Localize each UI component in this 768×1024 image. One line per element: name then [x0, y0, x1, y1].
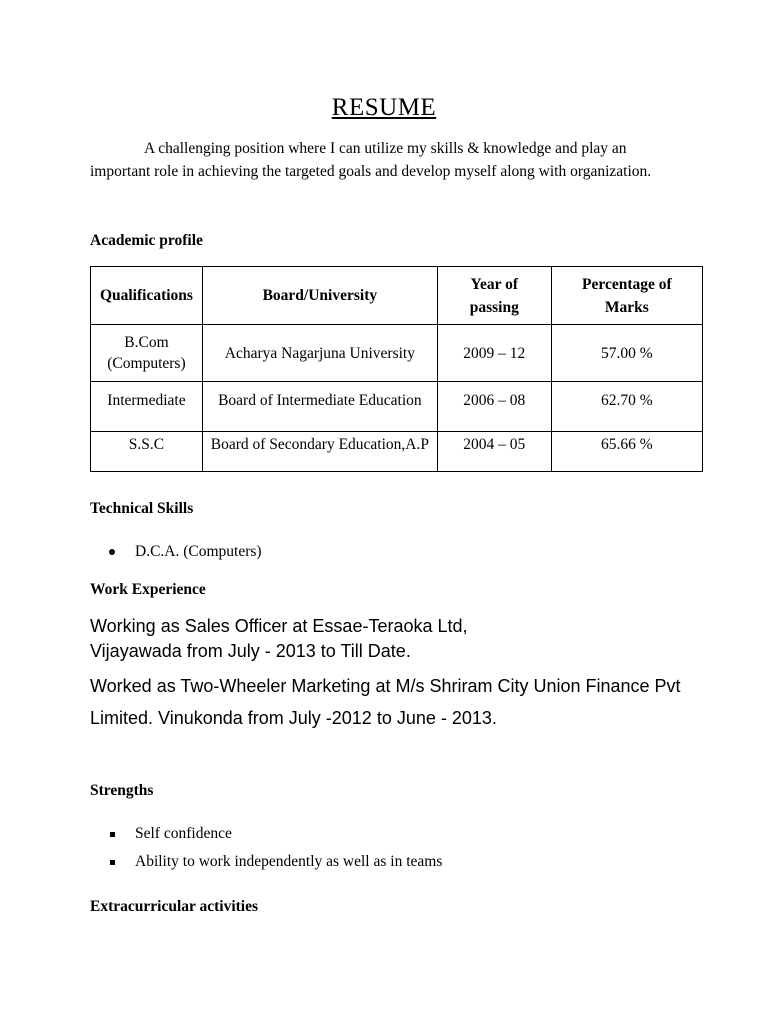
cell-year: 2006 – 08	[437, 382, 551, 432]
technical-skills-heading: Technical Skills	[90, 500, 194, 517]
work-line-1b: Vijayawada from July - 2013 to Till Date.	[90, 641, 411, 661]
header-board-university: Board/University	[202, 267, 437, 325]
list-item	[107, 853, 442, 871]
page-title: RESUME	[331, 94, 437, 121]
extracurricular-heading: Extracurricular activities	[90, 898, 259, 915]
table-row	[91, 382, 703, 432]
objective-paragraph	[90, 137, 670, 183]
skill-text: D.C.A. (Computers)	[135, 543, 262, 560]
cell-percentage: 65.66 %	[551, 432, 702, 472]
cell-qualification: Intermediate	[91, 382, 203, 432]
cell-year: 2004 – 05	[437, 432, 551, 472]
bullet-icon	[109, 549, 115, 555]
strengths-heading: Strengths	[90, 782, 154, 799]
header-percentage-of-marks: Percentage of Marks	[551, 267, 702, 325]
cell-board: Board of Intermediate Education	[202, 382, 437, 432]
cell-percentage: 57.00 %	[551, 325, 702, 382]
cell-qualification: B.Com (Computers)	[91, 325, 203, 382]
header-qualifications: Qualifications	[91, 267, 203, 325]
header-year-of-passing: Year of passing	[437, 267, 551, 325]
cell-year: 2009 – 12	[437, 325, 551, 382]
strength-text: Self confidence	[135, 825, 232, 842]
technical-skills-list	[107, 543, 262, 561]
strength-text: Ability to work independently as well as in teams	[135, 853, 443, 870]
bullet-icon	[110, 832, 115, 837]
cell-board: Acharya Nagarjuna University	[202, 325, 437, 382]
work-line-2a: Worked as Two-Wheeler Marketing at M/s Shriram City Union Finance Pvt	[90, 676, 681, 696]
table-row	[91, 432, 703, 472]
strengths-list	[107, 825, 442, 871]
objective-text: A challenging position where I can utilize my skills & knowledge and play an important role in achieving the targeted goals and develop myself along with organization.	[90, 140, 652, 180]
work-line-1a: Working as Sales Officer at Essae-Teraoka Ltd,	[90, 616, 468, 636]
list-item	[107, 543, 262, 561]
cell-board: Board of Secondary Education,A.P	[202, 432, 437, 472]
cell-percentage: 62.70 %	[551, 382, 702, 432]
academic-profile-heading: Academic profile	[90, 232, 203, 249]
academic-table	[90, 266, 703, 472]
table-header-row	[91, 267, 703, 325]
cell-qualification: S.S.C	[91, 432, 203, 472]
work-line-2b: Limited. Vinukonda from July -2012 to June - 2013.	[90, 708, 497, 728]
work-experience-heading: Work Experience	[90, 581, 206, 598]
bullet-icon	[110, 860, 115, 865]
list-item	[107, 825, 442, 843]
table-row	[91, 325, 703, 382]
